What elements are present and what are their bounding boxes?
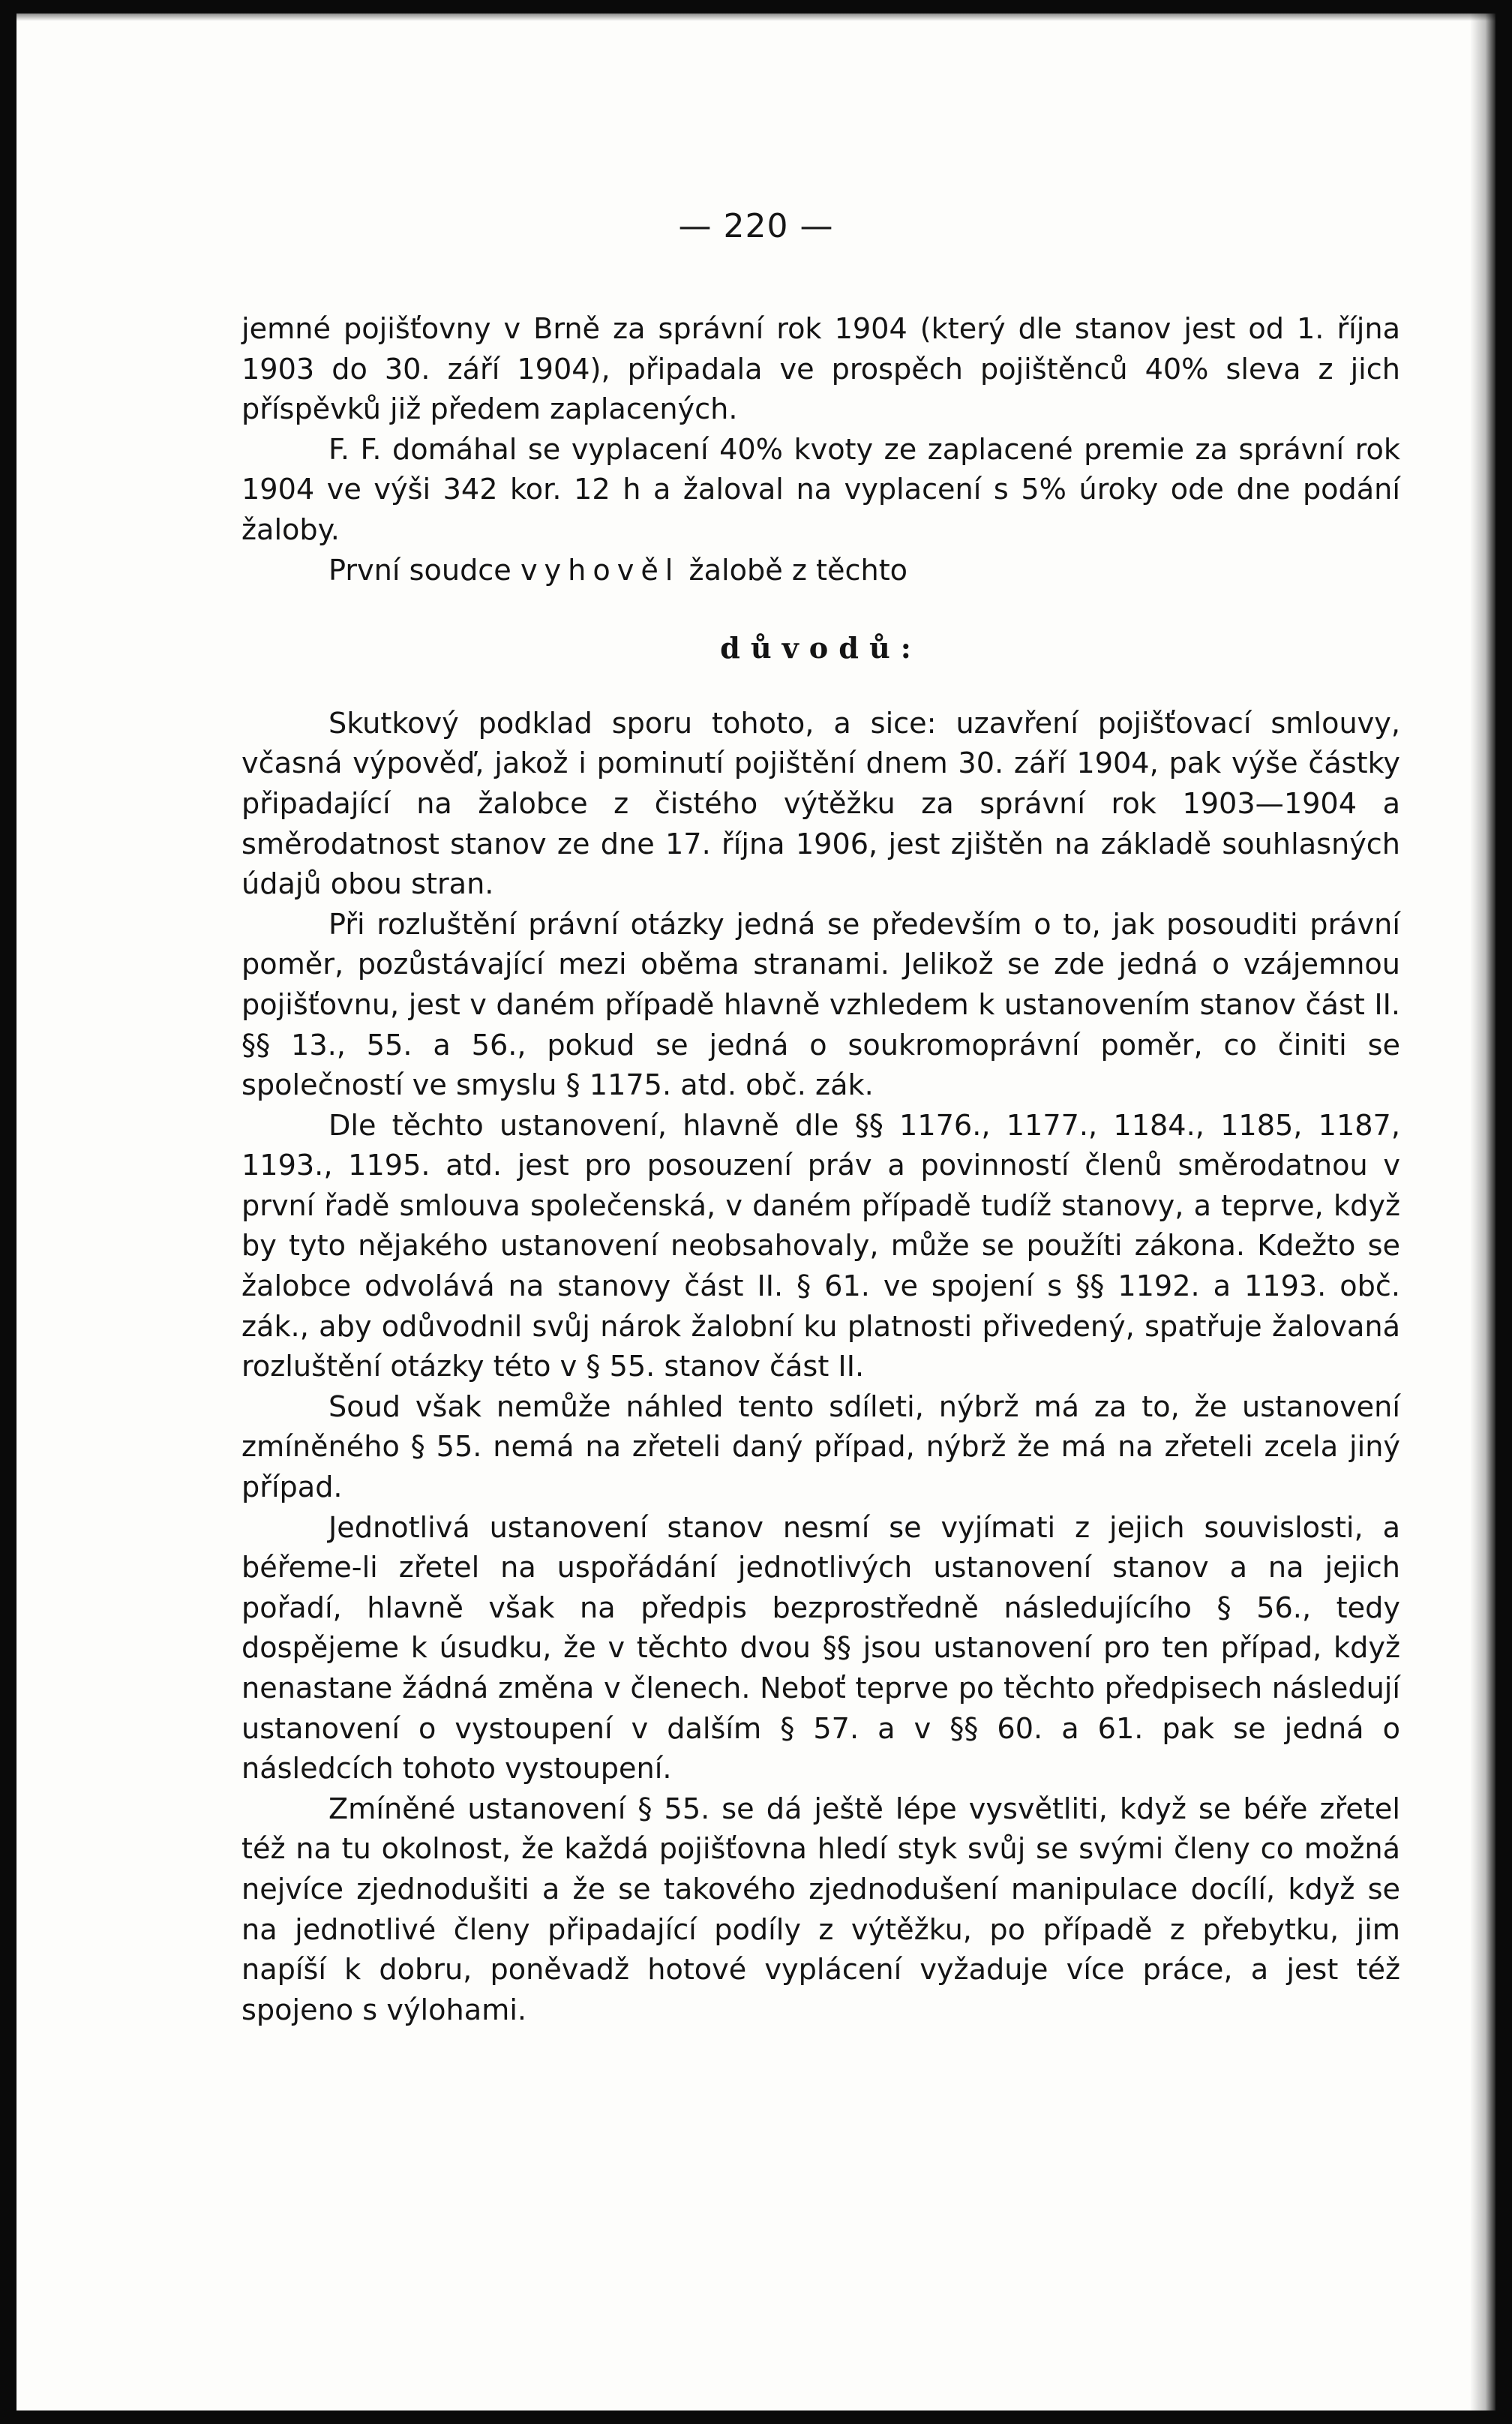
body-text [242, 310, 1400, 2031]
paragraph-6: Dle těchto ustanovení, hlavně dle §§ 1176., 1177., 1184., 1185, 1187, 1193., 1195. atd. jest pro posouzení práv a povinností členů směrodatnou v první řadě smlouva společenská, v daném případě tudíž stanovy, a teprve, když by tyto nějakého ustanovení neobsahovaly, může se použíti zákona. Kdežto se žalobce odvolává na stanovy část II. § 61. ve spojení s §§ 1192. a 1193. obč. zák., aby odůvodnil svůj nárok žalobní ku platnosti přivedený, spatřuje žalovaná rozluštění otázky této v § 55. stanov část II. [242, 1109, 1400, 1384]
book-page [16, 14, 1496, 2410]
page-top-shadow [16, 14, 1496, 21]
page-binding-shadow [1470, 14, 1496, 2410]
paragraph-2: F. F. domáhal se vyplacení 40% kvoty ze zaplacené premie za správní rok 1904 ve výši 342 kor. 12 h a žaloval na vyplacení s 5% úroky ode dne podání žaloby. [242, 433, 1400, 547]
paragraph-7: Soud však nemůže náhled tento sdíleti, nýbrž má za to, že ustanovení zmíněného § 55. nemá na zřeteli daný případ, nýbrž že má na zřeteli zcela jiný případ. [242, 1390, 1400, 1505]
paragraph-3-start: První soudce [328, 554, 520, 587]
paragraph-4: Skutkový podklad sporu tohoto, a sice: uzavření pojišťovací smlouvy, včasná výpověď, jakož i pominutí pojištění dnem 30. září 1904, pak výše částky připadající na žalobce z čistého výtěžku za správní rok 1903—1904 a směrodatnost stanov ze dne 17. října 1906, jest zjištěn na základě souhlasných údajů obou stran. [242, 707, 1400, 902]
paragraph-1: jemné pojišťovny v Brně za správní rok 1904 (který dle stanov jest od 1. října 1903 do 30. září 1904), připadala ve prospěch pojištěnců 40% sleva z jich příspěvků již předem zaplacených. [242, 313, 1400, 427]
paragraph-3-end: žalobě z těchto [680, 554, 908, 587]
paragraph-8: Jednotlivá ustanovení stanov nesmí se vyjímati z jejich souvislosti, a béřeme-li zřetel na uspořádání jednotlivých ustanovení stanov a na jejich pořadí, hlavně však na předpis bezprostředně následujícího § 56., tedy dospějeme k úsudku, že v těchto dvou §§ jsou ustanovení pro ten případ, když nenastane žádná změna v členech. Neboť teprve po těchto předpisech následují ustanovení o vystoupení v dalším § 57. a v §§ 60. a 61. pak se jedná o následcích tohoto vystoupení. [242, 1511, 1400, 1786]
paragraph-5: Při rozluštění právní otázky jedná se především o to, jak posouditi právní poměr, pozůstávající mezi oběma stranami. Jelikož se zde jedná o vzájemnou pojišťovnu, jest v daném případě hlavně vzhledem k ustanovením stanov část II. §§ 13., 55. a 56., pokud se jedná o soukromoprávní poměr, co činiti se společností ve smyslu § 1175. atd. obč. zák. [242, 908, 1400, 1103]
section-heading: důvodů: [720, 632, 922, 666]
paragraph-9: Zmíněné ustanovení § 55. se dá ještě lépe vysvětliti, když se béře zřetel též na tu okolnost, že každá pojišťovna hledí styk svůj se svými členy co možná nejvíce zjednodušiti a že se takového zjednodušení manipulace docílí, když se na jednotlivé členy připadající podíly z výtěžku, po případě z přebytku, jim napíší k dobru, poněvadž hotové vyplácení vyžaduje více práce, a jest též spojeno s výlohami. [242, 1792, 1400, 2027]
page-number: — 220 — [678, 207, 834, 245]
paragraph-3 [242, 551, 1400, 592]
spaced-emphasis: vyhověl [520, 554, 680, 587]
